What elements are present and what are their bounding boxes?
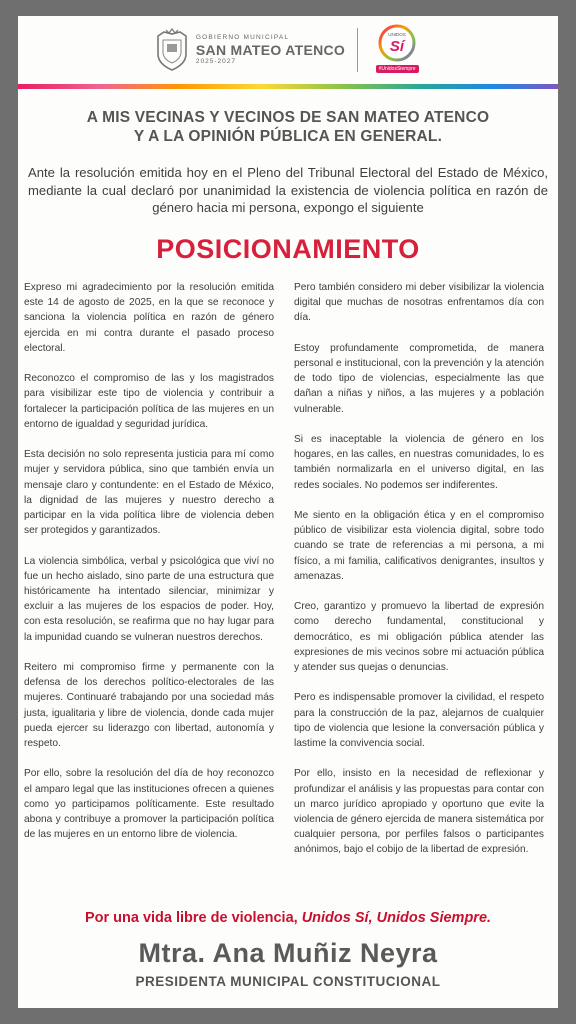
title-line2: Y A LA OPINIÓN PÚBLICA EN GENERAL. [133, 128, 443, 145]
municipality-name [196, 35, 345, 66]
left-paragraph: La violencia simbólica, verbal y psicológica que viví no fue un hecho aislado, sino parte de una estructura que históricamente ha intentado silenciar, minimizar y excluir a las mujeres de los espacios de poder. Hoy, con esta resolución, se reafirma que no hay lugar para la impunidad cuando se vulneran nuestros derechos. [24, 555, 274, 643]
header-divider [357, 28, 358, 72]
signer-name: Mtra. Ana Muñiz Neyra [138, 938, 438, 968]
addressee-title [38, 108, 538, 146]
unidos-si-badge-icon [377, 23, 417, 63]
logo-main-text: Sí [390, 38, 405, 55]
statement-sheet [18, 16, 558, 1008]
slogan [18, 910, 558, 926]
unidos-si-logo [372, 23, 422, 77]
org-line3: 2025-2027 [195, 58, 236, 65]
right-paragraph: Me siento en la obligación ética y en el compromiso público de visibilizar esta violencia digital, sobre todo cuando se trate de referencias a mi persona, a mi físico, a mi familia, calificativos denigrantes, insultos y amenazas. [294, 510, 544, 582]
slogan-plain: Por una vida libre de violencia, [84, 910, 302, 926]
right-paragraph: Estoy profundamente comprometida, de manera personal e institucional, con la prevención y la atención de todo tipo de violencias, especialmente las que dañan a niñas y niños, a las mujeres y a población vulnerable. [294, 342, 544, 415]
signer-position: PRESIDENTA MUNICIPAL CONSTITUCIONAL [135, 974, 441, 989]
left-paragraph: Reconozco el compromiso de las y los magistrados para visibilizar este tipo de violencia y contribuir a fortalecer la participación política de las mujeres en un entorno de igualdad y seguridad jurídica. [24, 373, 274, 430]
logo-top-text: UNIDOS [388, 32, 406, 37]
right-paragraph: Creo, garantizo y promuevo la libertad de expresión como derecho fundamental, constitucional y democrático, es mi obligación pública atender las expresiones de mis vecinos sobre mi actuación pública y atender sus quejas o denuncias. [294, 601, 544, 674]
intro-paragraph: Ante la resolución emitida hoy en el Pleno del Tribunal Electoral del Estado de México, mediante la cual declaró por unanimidad la existencia de violencia política en razón de género hacia mi persona, expongo el siguiente [28, 165, 548, 216]
right-paragraph: Pero es indispensable promover la civilidad, el respeto para la construcción de la paz, alejarnos de cualquier tipo de violencia que lesione la conversación pública y lastime la convivencia social. [294, 692, 544, 750]
right-column [294, 280, 544, 873]
municipal-seal-icon [154, 28, 190, 72]
document-heading: POSICIONAMIENTO [156, 234, 420, 264]
slogan-italic: Unidos Sí, Unidos Siempre. [301, 910, 492, 926]
left-column [24, 280, 274, 858]
right-paragraph: Si es inaceptable la violencia de género en los hogares, en las calles, en nuestras comunidades, lo es también normalizarla en el universo digital, en las redes sociales. No podemos ser indiferentes. [294, 434, 544, 491]
left-paragraph: Expreso mi agradecimiento por la resolución emitida este 14 de agosto de 2025, en la que se reconoce y sanciona la violencia política en razón de género ejercida en mi contra durante el pasado proceso electoral. [24, 282, 274, 354]
right-paragraph: Pero también considero mi deber visibilizar la violencia digital que muchas de nosotras enfrentamos día con día. [294, 282, 544, 324]
title-line1: A MIS VECINAS Y VECINOS DE SAN MATEO ATENCO [86, 109, 490, 126]
org-line1: GOBIERNO MUNICIPAL [195, 33, 290, 41]
org-line2: SAN MATEO ATENCO [195, 42, 346, 58]
left-paragraph: Por ello, sobre la resolución del día de hoy reconozco el amparo legal que las instituciones ofrecen a quienes como yo participamos políticamente. Este resultado abona y contribuye a promover la participación política de las mujeres en un entorno libre de violencia. [24, 768, 274, 841]
letterhead [18, 16, 558, 84]
left-paragraph: Reitero mi compromiso firme y permanente con la defensa de los derechos político-electorales de las mujeres. Continuaré trabajando por una sociedad más justa, igualitaria y libre de violencia, donde cada mujer pueda ejercer su liderazgo con libertad, autonomía y respeto. [24, 662, 274, 750]
left-paragraph: Esta decisión no solo representa justicia para mí como mujer y servidora pública, sino que también envía un mensaje claro y contundente: en el Estado de México, la dignidad de las mujeres y nuestro derecho a participar en la vida política libre de violencia deben ser protegidos y garantizados. [24, 449, 274, 537]
rainbow-stripe [18, 84, 558, 89]
right-paragraph: Por ello, insisto en la necesidad de reflexionar y profundizar el análisis y las propuestas para contar con un marco jurídico apropiado y oportuno que evite la violencia de género ejercida de manera sistemática por cualquier persona, por perfiles falsos o participantes anónimos, bajo el cobijo de la libertad de expresión. [294, 768, 544, 856]
logo-hashtag: #UnidosSiempre [376, 65, 419, 73]
